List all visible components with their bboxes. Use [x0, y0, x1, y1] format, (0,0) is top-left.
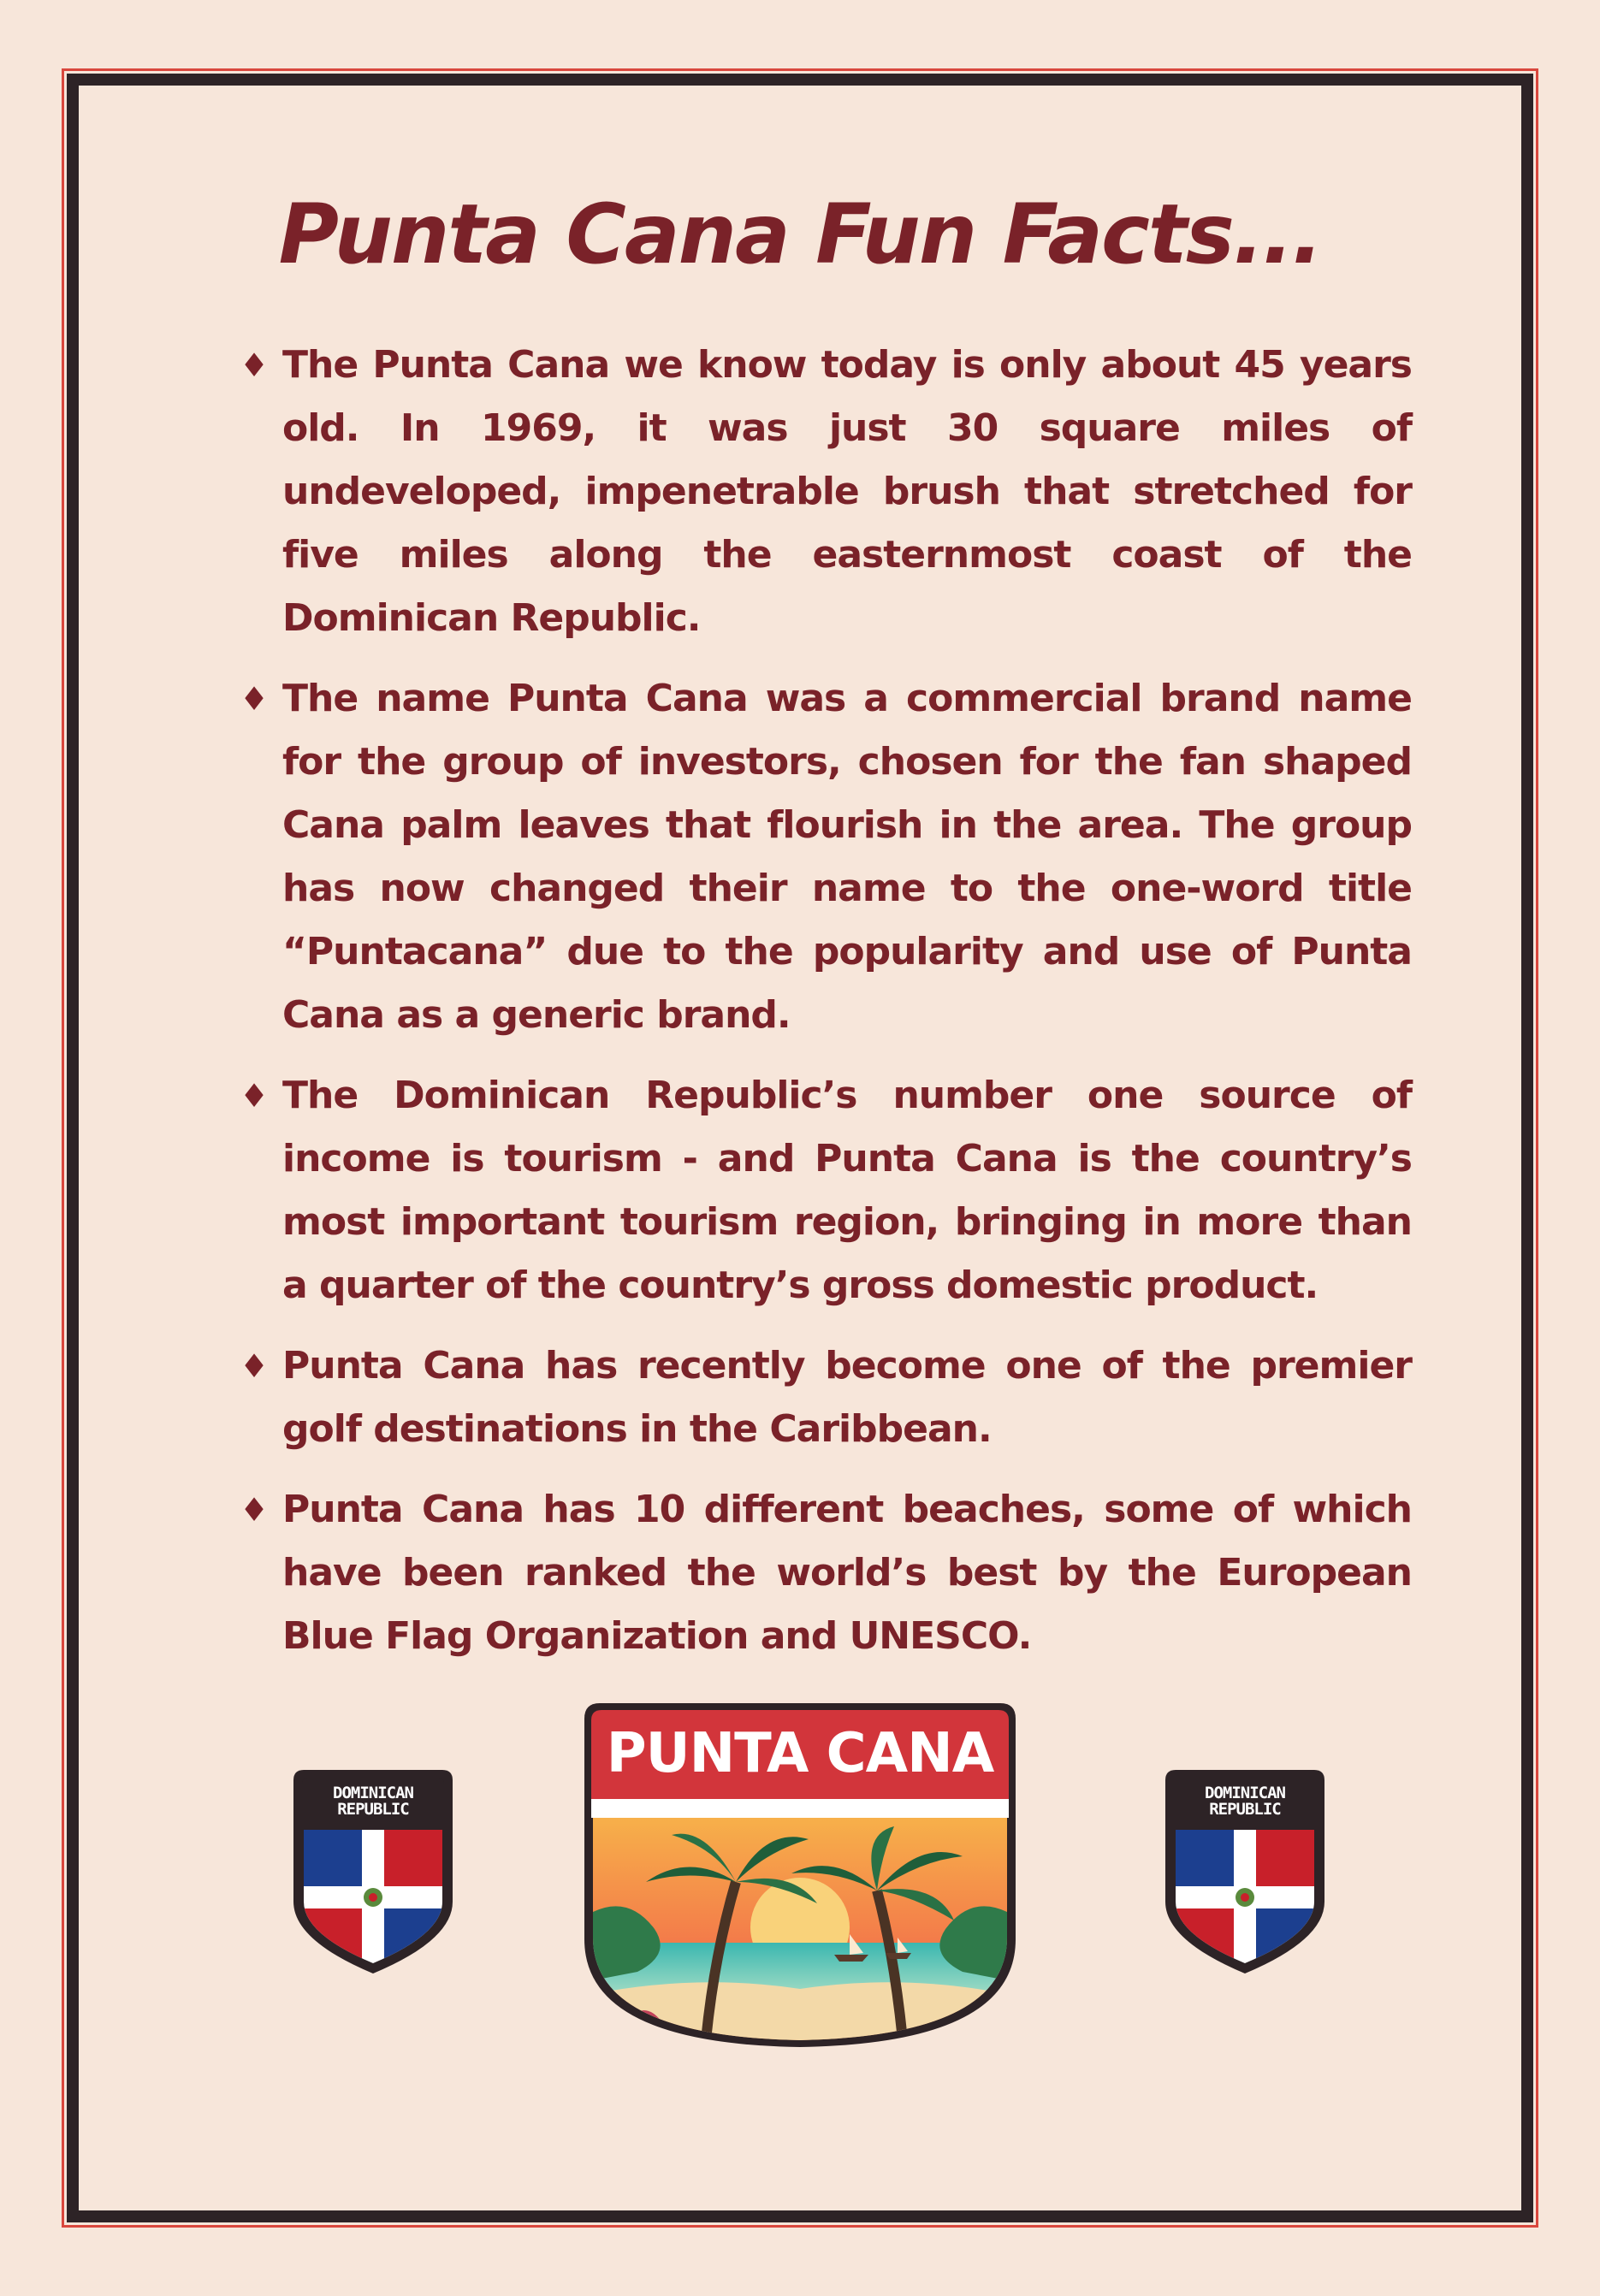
page-title: Punta Cana Fun Facts...: [278, 186, 1322, 282]
emblems-row: [0, 1698, 1600, 2057]
badge-title: PUNTA CANA: [606, 1722, 994, 1785]
diamond-bullet-icon: ♦: [240, 346, 269, 384]
punta-cana-badge: [578, 1698, 1022, 2049]
shield-caption: DOMINICAN REPUBLIC: [1205, 1784, 1285, 1819]
fun-facts-list: [240, 334, 1412, 1685]
shield-caption: DOMINICAN REPUBLIC: [333, 1784, 413, 1819]
fact-text: The name Punta Cana was a commercial brand name for the group of investors, chosen for the fan shaped Cana palm leaves that flourish in the area. The group has now changed their name to the one-word title “Puntacana” due to the popularity and use of Punta Cana as a generic brand.: [282, 677, 1412, 1037]
fact-text: The Punta Cana we know today is only about 45 years old. In 1969, it was just 30 square miles of undeveloped, impenetrable brush that stretched for five miles along the easternmost coast of the Dominican Republic.: [282, 343, 1412, 640]
dominican-flag-shield-icon: [1157, 1765, 1333, 1979]
fact-text: Punta Cana has 10 different beaches, some of which have been ranked the world’s best by the European Blue Flag Organization and UNESCO.: [282, 1488, 1412, 1658]
diamond-bullet-icon: ♦: [240, 1347, 269, 1385]
fact-item: [240, 334, 1412, 650]
fact-item: [240, 1478, 1412, 1668]
fact-text: The Dominican Republic’s number one source of income is tourism - and Punta Cana is the country’s most important tourism region, bringing in more than a quarter of the country’s gross domestic product.: [282, 1074, 1412, 1307]
fact-text: Punta Cana has recently become one of the premier golf destinations in the Caribbean.: [282, 1344, 1412, 1451]
diamond-bullet-icon: ♦: [240, 1491, 269, 1529]
fact-item: [240, 1064, 1412, 1317]
dominican-flag-shield-icon: [285, 1765, 461, 1979]
fact-item: [240, 1334, 1412, 1461]
diamond-bullet-icon: ♦: [240, 1077, 269, 1115]
fact-item: [240, 667, 1412, 1047]
diamond-bullet-icon: ♦: [240, 680, 269, 718]
